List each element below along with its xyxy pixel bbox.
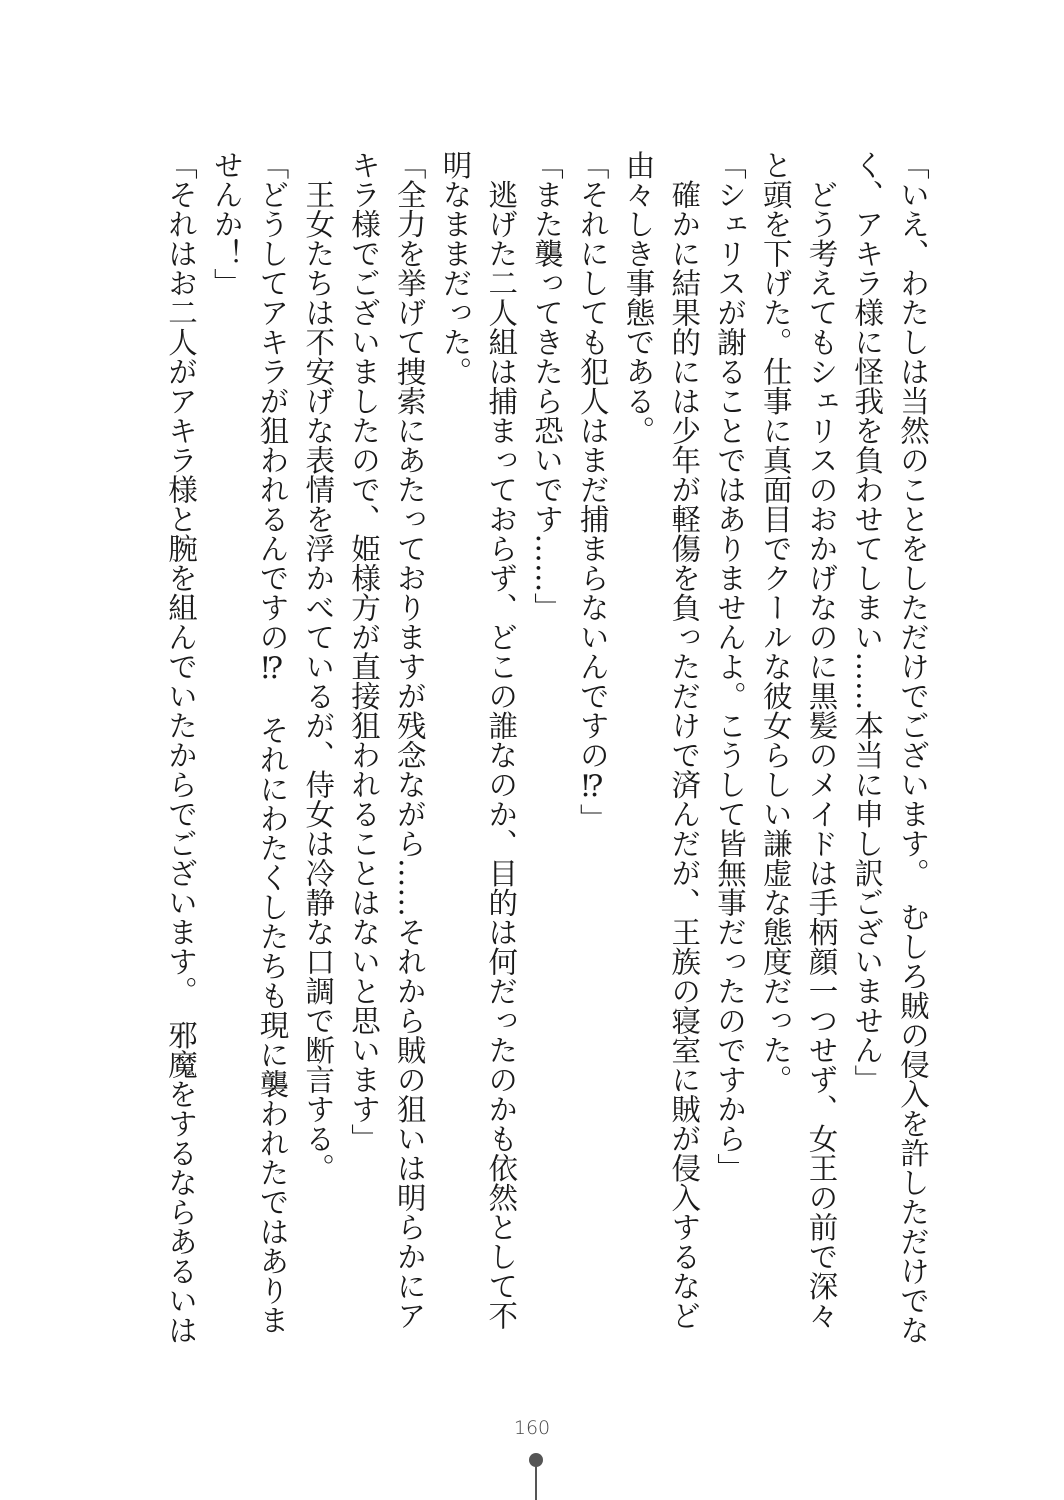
text-line: どう考えてもシェリスのおかげなのに黒髪のメイドは手柄顔一つせず、女王の前で深々 xyxy=(804,150,839,1330)
text-line: 「いえ、わたしは当然のことをしただけでございます。 むしろ賊の侵入を許しただけでな xyxy=(896,150,930,1345)
page-number: 160 xyxy=(513,1417,551,1439)
ornament-line xyxy=(535,1460,537,1500)
text-line: 由々しき事態である。 xyxy=(621,150,656,445)
text-line: 「シェリスが謝ることではありませんよ。こうして皆無事だったのですから」 xyxy=(713,150,747,1183)
text-line: 「どうしてアキラが狙われるんですの⁉ それにわたくしたちも現に襲われたではありま xyxy=(255,150,290,1335)
text-line: 王女たちは不安げな表情を浮かべているが、侍女は冷静な口調で断言する。 xyxy=(301,150,336,1183)
text-line: 「また襲ってきたら恐いです……」 xyxy=(530,150,564,622)
text-line: く、アキラ様に怪我を負わせてしまい……本当に申し訳ございません」 xyxy=(850,150,885,1094)
text-line: と頭を下げた。仕事に真面目でクールな彼女らしい謙虚な態度だった。 xyxy=(758,150,793,1094)
text-line: 「それにしても犯人はまだ捕まらないんですの⁉」 xyxy=(575,150,610,833)
text-line: 逃げた二人組は捕まっておらず、どこの誰なのか、目的は何だったのかも依然として不 xyxy=(484,150,519,1330)
text-line: せんか！」 xyxy=(209,150,244,298)
text-line: 明なままだった。 xyxy=(438,150,473,386)
body-text xyxy=(157,150,935,1380)
text-line: 確かに結果的には少年が軽傷を負っただけで済んだが、王族の寝室に賊が侵入するなど xyxy=(667,150,702,1330)
text-line: 「それはお二人がアキラ様と腕を組んでいたからでございます。 邪魔をするならあるいは xyxy=(164,150,198,1345)
text-line: 「全力を挙げて捜索にあたっておりますが残念ながら……それから賊の狙いは明らかにア xyxy=(392,150,427,1330)
text-line: キラ様でございましたので、姫様方が直接狙われることはないと思います」 xyxy=(347,150,381,1153)
